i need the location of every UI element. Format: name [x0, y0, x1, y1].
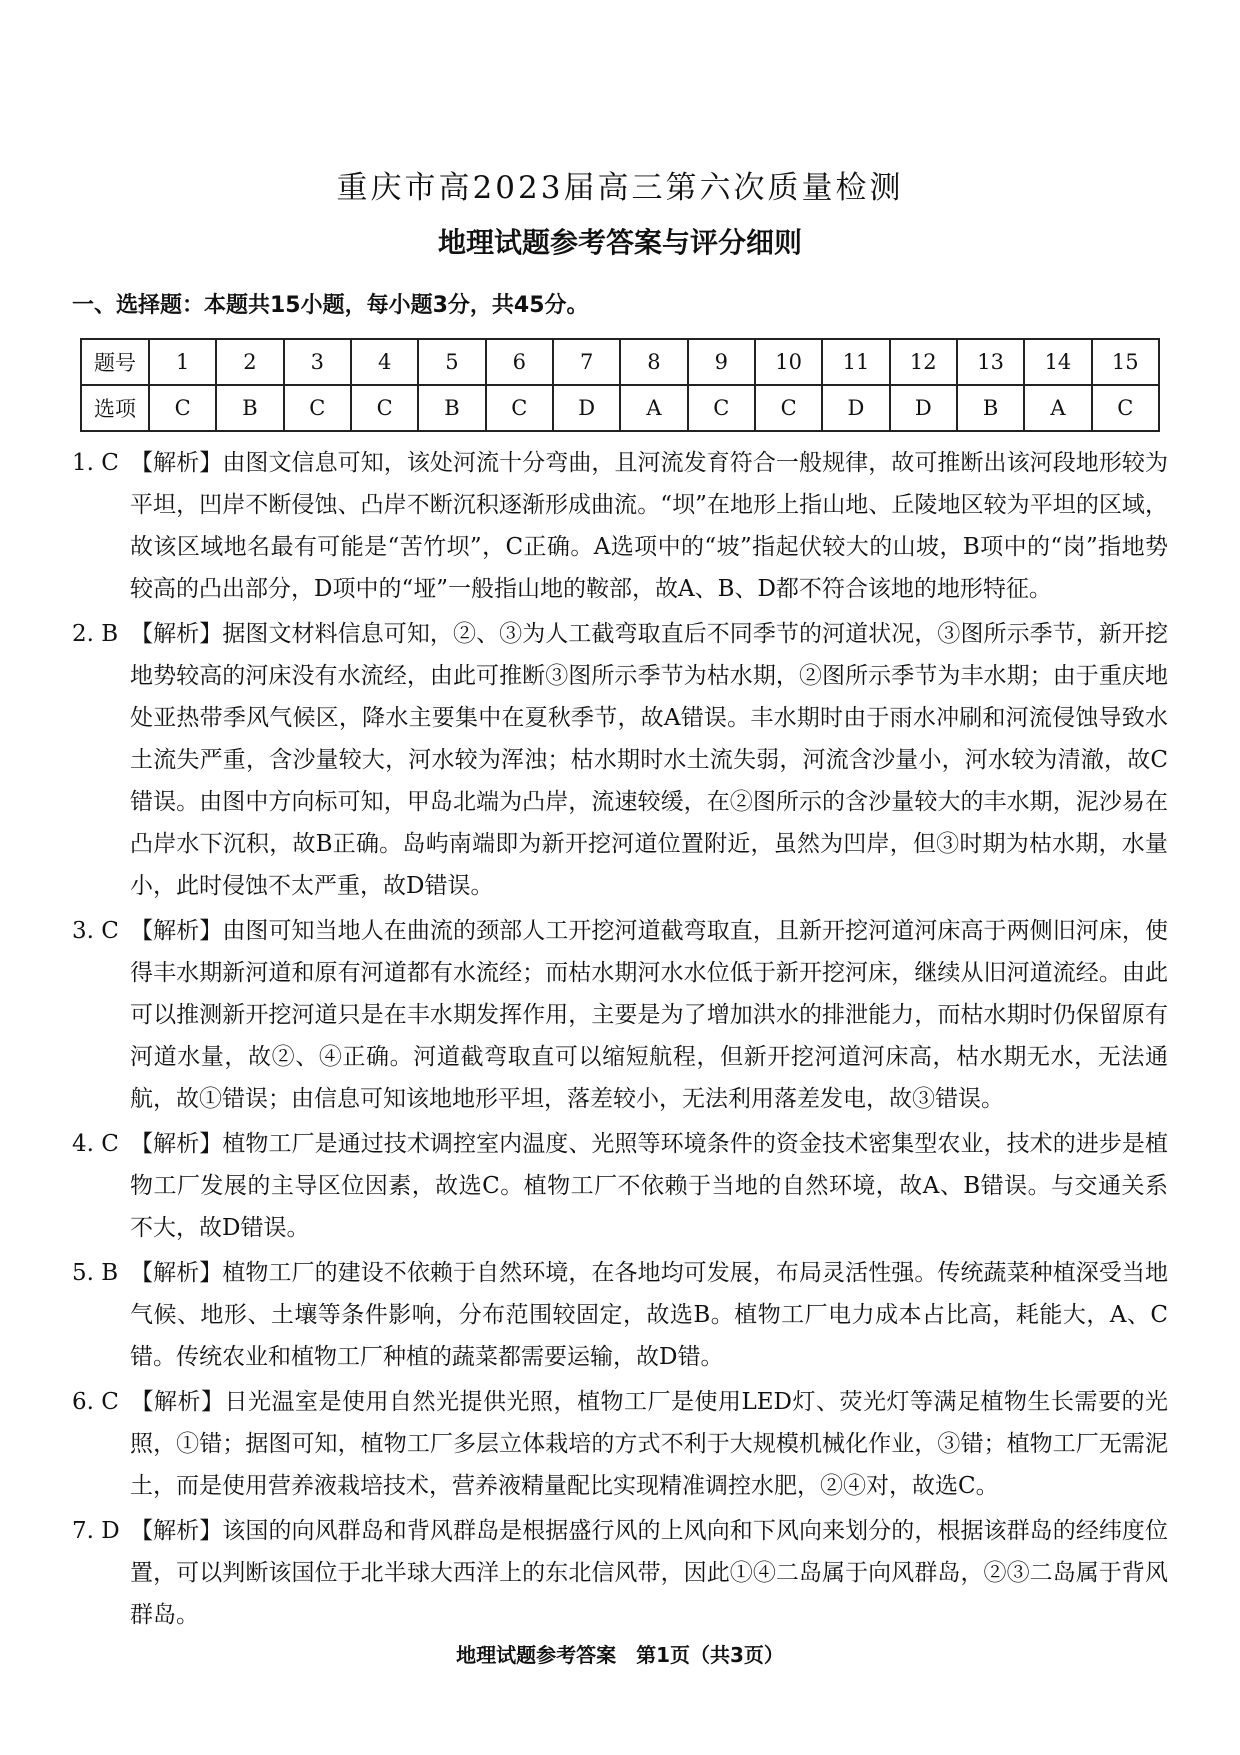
table-cell-number: 6 [486, 339, 553, 385]
table-cell-answer: A [620, 385, 687, 431]
table-cell-answer: A [1024, 385, 1091, 431]
table-cell-answer: B [418, 385, 485, 431]
item-text: 【解析】日光温室是使用自然光提供光照，植物工厂是使用LED灯、荧光灯等满足植物生长需要的光照，①错；据图可知，植物工厂多层立体栽培的方式不利于大规模机械化作业，③错；植物工厂无需泥土，而是使用营养液栽培技术，营养液精量配比实现精准调控水肥，②④对，故选C。 [130, 1389, 1168, 1499]
item-number: 4. C [72, 1131, 119, 1157]
explanation-item [72, 613, 1168, 907]
table-cell-number: 10 [755, 339, 822, 385]
table-cell-answer: C [688, 385, 755, 431]
table-cell-answer: C [486, 385, 553, 431]
item-number: 1. C [72, 450, 119, 476]
item-number: 7. D [72, 1518, 120, 1544]
table-cell-number: 5 [418, 339, 485, 385]
section-heading: 一、选择题：本题共15小题，每小题3分，共45分。 [72, 293, 589, 318]
table-cell-number: 4 [351, 339, 418, 385]
item-text: 【解析】由图文信息可知，该处河流十分弯曲，且河流发育符合一般规律，故可推断出该河段地形较为平坦，凹岸不断侵蚀、凸岸不断沉积逐渐形成曲流。“坝”在地形上指山地、丘陵地区较为平坦的区域，故该区域地名最有可能是“苦竹坝”，C正确。A选项中的“坡”指起伏较大的山坡，B项中的“岗”指地势较高的凸出部分，D项中的“垭”一般指山地的鞍部，故A、B、D都不符合该地的地形特征。 [130, 450, 1168, 602]
table-cell-answer: C [284, 385, 351, 431]
table-cell-number: 1 [149, 339, 216, 385]
table-cell-answer: C [1092, 385, 1159, 431]
table-cell-number: 14 [1024, 339, 1091, 385]
explanation-item [72, 442, 1168, 610]
table-cell-number: 7 [553, 339, 620, 385]
table-cell-answer: D [553, 385, 620, 431]
explanation-item [72, 1123, 1168, 1249]
table-cell-answer: D [890, 385, 957, 431]
table-cell-number: 3 [284, 339, 351, 385]
item-text: 【解析】由图可知当地人在曲流的颈部人工开挖河道截弯取直，且新开挖河道河床高于两侧旧河床，使得丰水期新河道和原有河道都有水流经；而枯水期河水水位低于新开挖河床，继续从旧河道流经。由此可以推测新开挖河道只是在丰水期发挥作用，主要是为了增加洪水的排泄能力，而枯水期时仍保留原有河道水量，故②、④正确。河道截弯取直可以缩短航程，但新开挖河道河床高，枯水期无水，无法通航，故①错误；由信息可知该地地形平坦，落差较小，无法利用落差发电，故③错误。 [130, 918, 1168, 1112]
explanation-item [72, 910, 1168, 1120]
table-cell-answer: C [149, 385, 216, 431]
item-text: 【解析】植物工厂的建设不依赖于自然环境，在各地均可发展，布局灵活性强。传统蔬菜种植深受当地气候、地形、土壤等条件影响，分布范围较固定，故选B。植物工厂电力成本占比高，耗能大，A、C错。传统农业和植物工厂种植的蔬菜都需要运输，故D错。 [130, 1260, 1168, 1370]
table-row-numbers [81, 339, 1159, 385]
item-number: 5. B [72, 1260, 119, 1286]
table-row-answers [81, 385, 1159, 431]
table-cell-answer: B [957, 385, 1024, 431]
explanation-item [72, 1252, 1168, 1378]
page-footer: 地理试题参考答案 第1页（共3页） [456, 1643, 784, 1667]
table-cell-number: 9 [688, 339, 755, 385]
item-number: 3. C [72, 918, 119, 944]
table-cell-number: 12 [890, 339, 957, 385]
explanation-item [72, 1381, 1168, 1507]
item-text: 【解析】该国的向风群岛和背风群岛是根据盛行风的上风向和下风向来划分的，根据该群岛的经纬度位置，可以判断该国位于北半球大西洋上的东北信风带，因此①④二岛属于向风群岛，②③二岛属于背风群岛。 [130, 1518, 1168, 1628]
table-cell-number: 11 [822, 339, 889, 385]
page-subtitle: 地理试题参考答案与评分细则 [437, 226, 802, 259]
answer-table [80, 338, 1160, 432]
item-text: 【解析】据图文材料信息可知，②、③为人工截弯取直后不同季节的河道状况，③图所示季节，新开挖地势较高的河床没有水流经，由此可推断③图所示季节为枯水期，②图所示季节为丰水期；由于重庆地处亚热带季风气候区，降水主要集中在夏秋季节，故A错误。丰水期时由于雨水冲刷和河流侵蚀导致水土流失严重，含沙量较大，河水较为浑浊；枯水期时水土流失弱，河流含沙量小，河水较为清澈，故C错误。由图中方向标可知，甲岛北端为凸岸，流速较缓，在②图所示的含沙量较大的丰水期，泥沙易在凸岸水下沉积，故B正确。岛屿南端即为新开挖河道位置附近，虽然为凹岸，但③时期为枯水期，水量小，此时侵蚀不太严重，故D错误。 [130, 621, 1168, 899]
table-cell-number: 15 [1092, 339, 1159, 385]
table-cell-number: 13 [957, 339, 1024, 385]
table-cell-answer: D [822, 385, 889, 431]
table-cell-answer: C [755, 385, 822, 431]
item-number: 6. C [72, 1389, 119, 1415]
explanations-list [72, 442, 1168, 1639]
table-cell-answer: C [351, 385, 418, 431]
explanation-item [72, 1510, 1168, 1636]
table-cell-number: 2 [216, 339, 283, 385]
row-header-answer: 选项 [81, 385, 149, 431]
page-title: 重庆市高2023届高三第六次质量检测 [336, 170, 904, 206]
row-header-number: 题号 [81, 339, 149, 385]
item-number: 2. B [72, 621, 119, 647]
item-text: 【解析】植物工厂是通过技术调控室内温度、光照等环境条件的资金技术密集型农业，技术的进步是植物工厂发展的主导区位因素，故选C。植物工厂不依赖于当地的自然环境，故A、B错误。与交通关系不大，故D错误。 [130, 1131, 1168, 1241]
table-cell-answer: B [216, 385, 283, 431]
table-cell-number: 8 [620, 339, 687, 385]
